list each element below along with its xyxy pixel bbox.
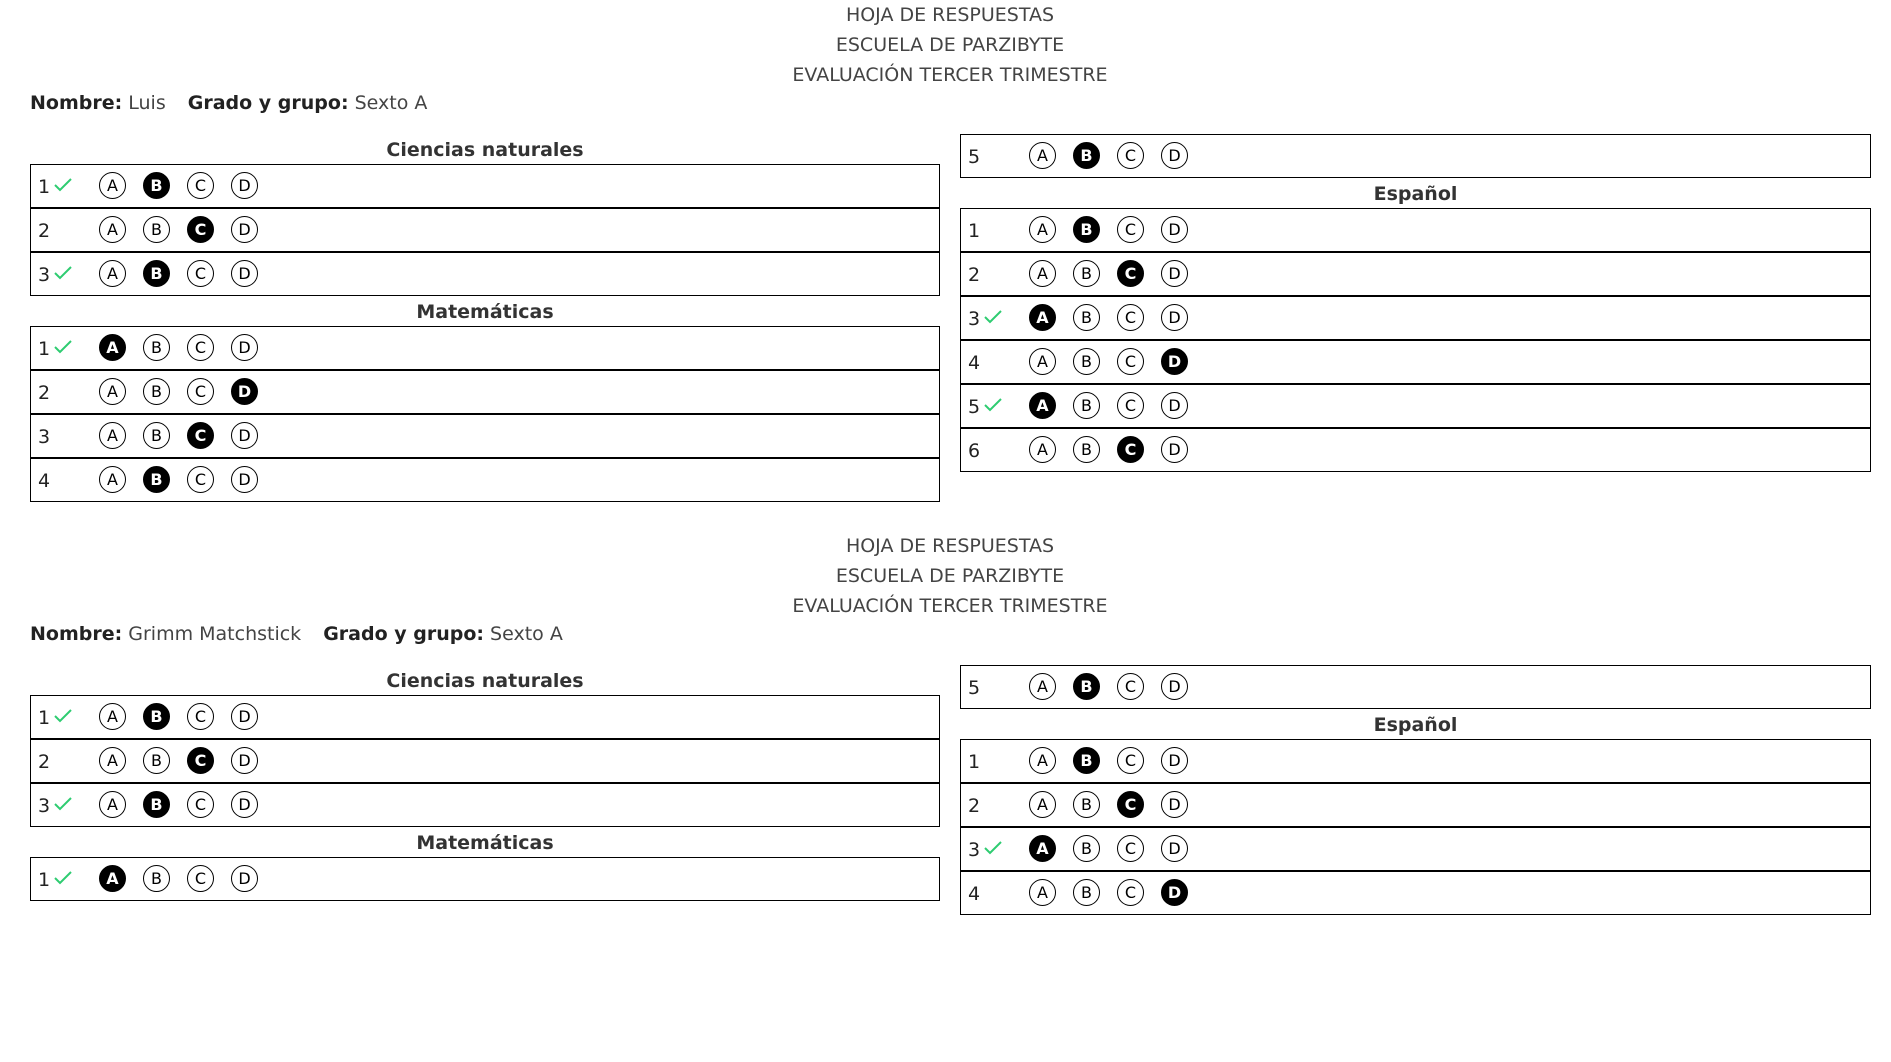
question-number: 5: [968, 677, 981, 699]
answer-bubble-d[interactable]: D: [231, 260, 258, 287]
answer-bubble-a[interactable]: A: [1029, 304, 1056, 331]
name-label: Nombre:: [30, 92, 123, 114]
sheet-header-line: ESCUELA DE PARZIBYTE: [835, 34, 1065, 56]
question-number: 2: [38, 220, 51, 242]
answer-bubbles: [99, 747, 275, 774]
question-row: [960, 739, 1871, 783]
answer-bubbles: [1029, 392, 1205, 419]
answer-bubble-c[interactable]: C: [187, 172, 214, 199]
answer-bubbles: [1029, 835, 1205, 862]
answer-bubble-a[interactable]: A: [1029, 392, 1056, 419]
question-row: [960, 134, 1871, 178]
question-number: 1: [38, 707, 51, 729]
student-group: Sexto A: [490, 623, 563, 645]
question-number: 3: [968, 308, 981, 330]
question-number: 1: [968, 751, 981, 773]
answer-bubbles: [1029, 348, 1205, 375]
sheet-header-line: ESCUELA DE PARZIBYTE: [835, 565, 1065, 587]
subject-title: Matemáticas: [416, 301, 554, 323]
question-number: 3: [38, 795, 51, 817]
answer-bubbles: [1029, 260, 1205, 287]
answer-bubble-c[interactable]: C: [187, 466, 214, 493]
answer-bubbles: [99, 334, 275, 361]
question-row: [960, 827, 1871, 871]
answer-bubble-d[interactable]: D: [231, 216, 258, 243]
answer-bubbles: [99, 791, 275, 818]
answer-bubble-a[interactable]: A: [99, 703, 126, 730]
question-row: [960, 428, 1871, 472]
sheet-header-line: EVALUACIÓN TERCER TRIMESTRE: [792, 595, 1108, 617]
sheet-header-line: EVALUACIÓN TERCER TRIMESTRE: [792, 64, 1108, 86]
question-number: 3: [968, 839, 981, 861]
question-row: [30, 370, 940, 414]
answer-bubble-c[interactable]: C: [1117, 348, 1144, 375]
answer-bubble-b[interactable]: B: [143, 747, 170, 774]
answer-bubble-d[interactable]: D: [1161, 747, 1188, 774]
question-row: [960, 665, 1871, 709]
answer-bubbles: [1029, 791, 1205, 818]
answer-bubble-d[interactable]: D: [231, 791, 258, 818]
question-row: [30, 164, 940, 208]
answer-bubble-a[interactable]: A: [1029, 348, 1056, 375]
answer-bubble-a[interactable]: A: [99, 466, 126, 493]
question-row: [30, 326, 940, 370]
answer-bubble-b[interactable]: B: [1073, 142, 1100, 169]
answer-bubble-b[interactable]: B: [143, 216, 170, 243]
checkmark-icon: [53, 708, 73, 722]
checkmark-icon: [983, 309, 1003, 323]
answer-bubble-b[interactable]: B: [143, 466, 170, 493]
subject-title: Ciencias naturales: [386, 139, 584, 161]
answer-bubble-d[interactable]: D: [1161, 348, 1188, 375]
answer-bubble-a[interactable]: A: [1029, 835, 1056, 862]
answer-bubble-a[interactable]: A: [99, 334, 126, 361]
question-number: 1: [38, 176, 51, 198]
answer-bubbles: [1029, 673, 1205, 700]
answer-bubble-a[interactable]: A: [99, 216, 126, 243]
answer-bubble-b[interactable]: B: [143, 791, 170, 818]
answer-bubble-d[interactable]: D: [231, 172, 258, 199]
checkmark-icon: [983, 397, 1003, 411]
answer-bubble-a[interactable]: A: [99, 378, 126, 405]
answer-bubble-b[interactable]: B: [143, 172, 170, 199]
answer-bubble-d[interactable]: D: [231, 378, 258, 405]
question-row: [960, 871, 1871, 915]
answer-bubbles: [1029, 436, 1205, 463]
student-name: Luis: [128, 92, 166, 114]
sheet-header-line: HOJA DE RESPUESTAS: [845, 535, 1055, 557]
question-number: 3: [38, 264, 51, 286]
answer-bubble-b[interactable]: B: [1073, 436, 1100, 463]
answer-bubble-d[interactable]: D: [1161, 142, 1188, 169]
subject-title: Matemáticas: [416, 832, 554, 854]
answer-bubble-c[interactable]: C: [1117, 216, 1144, 243]
answer-bubble-a[interactable]: A: [99, 172, 126, 199]
answer-bubbles: [99, 865, 275, 892]
checkmark-icon: [53, 265, 73, 279]
answer-bubble-b[interactable]: B: [1073, 747, 1100, 774]
answer-bubble-c[interactable]: C: [1117, 436, 1144, 463]
answer-bubble-b[interactable]: B: [143, 260, 170, 287]
question-row: [960, 208, 1871, 252]
answer-bubbles: [1029, 879, 1205, 906]
group-label: Grado y grupo:: [323, 623, 484, 645]
answer-bubble-c[interactable]: C: [187, 865, 214, 892]
question-number: 1: [968, 220, 981, 242]
answer-bubble-d[interactable]: D: [231, 865, 258, 892]
answer-bubble-d[interactable]: D: [1161, 260, 1188, 287]
answer-bubble-d[interactable]: D: [1161, 304, 1188, 331]
question-number: 2: [968, 264, 981, 286]
answer-bubble-b[interactable]: B: [1073, 835, 1100, 862]
left-column: [30, 134, 940, 502]
answer-bubble-c[interactable]: C: [1117, 260, 1144, 287]
checkmark-icon: [53, 796, 73, 810]
answer-bubble-c[interactable]: C: [1117, 673, 1144, 700]
answer-bubbles: [1029, 142, 1205, 169]
answer-bubble-d[interactable]: D: [231, 466, 258, 493]
question-number: 4: [968, 883, 981, 905]
question-number: 1: [38, 869, 51, 891]
answer-bubble-b[interactable]: B: [1073, 791, 1100, 818]
answer-bubble-d[interactable]: D: [1161, 436, 1188, 463]
answer-bubble-b[interactable]: B: [1073, 216, 1100, 243]
answer-bubble-a[interactable]: A: [1029, 216, 1056, 243]
question-row: [960, 296, 1871, 340]
answer-bubble-d[interactable]: D: [231, 422, 258, 449]
left-column: [30, 665, 940, 901]
answer-bubble-c[interactable]: C: [187, 216, 214, 243]
question-row: [30, 414, 940, 458]
answer-bubble-b[interactable]: B: [1073, 304, 1100, 331]
answer-bubbles: [1029, 747, 1205, 774]
question-number: 3: [38, 426, 51, 448]
answer-bubbles: [1029, 216, 1205, 243]
answer-bubble-c[interactable]: C: [1117, 835, 1144, 862]
answer-bubble-c[interactable]: C: [1117, 392, 1144, 419]
answer-bubble-c[interactable]: C: [1117, 142, 1144, 169]
student-info: [30, 92, 427, 114]
answer-bubble-b[interactable]: B: [1073, 348, 1100, 375]
answer-bubble-b[interactable]: B: [1073, 260, 1100, 287]
answer-bubble-d[interactable]: D: [231, 703, 258, 730]
answer-bubble-a[interactable]: A: [1029, 673, 1056, 700]
question-row: [30, 458, 940, 502]
answer-bubble-a[interactable]: A: [1029, 260, 1056, 287]
answer-bubble-d[interactable]: D: [1161, 673, 1188, 700]
answer-bubble-d[interactable]: D: [1161, 392, 1188, 419]
question-row: [30, 783, 940, 827]
question-number: 2: [38, 751, 51, 773]
answer-bubble-a[interactable]: A: [99, 422, 126, 449]
answer-bubble-a[interactable]: A: [1029, 142, 1056, 169]
question-row: [30, 695, 940, 739]
subject-title: Español: [1373, 714, 1458, 736]
group-label: Grado y grupo:: [187, 92, 349, 114]
question-row: [960, 340, 1871, 384]
answer-bubble-b[interactable]: B: [143, 334, 170, 361]
answer-bubble-c[interactable]: C: [1117, 791, 1144, 818]
answer-bubble-a[interactable]: A: [99, 791, 126, 818]
answer-bubbles: [99, 172, 275, 199]
question-row: [30, 208, 940, 252]
answer-bubble-d[interactable]: D: [1161, 216, 1188, 243]
right-column: [960, 665, 1871, 915]
question-row: [960, 252, 1871, 296]
right-column: [960, 134, 1871, 472]
checkmark-icon: [53, 870, 73, 884]
answer-bubble-c[interactable]: C: [187, 422, 214, 449]
answer-bubble-c[interactable]: C: [1117, 747, 1144, 774]
question-number: 5: [968, 146, 981, 168]
name-label: Nombre:: [30, 623, 123, 645]
answer-bubble-b[interactable]: B: [143, 703, 170, 730]
answer-bubble-b[interactable]: B: [143, 865, 170, 892]
question-row: [30, 252, 940, 296]
answer-bubbles: [99, 466, 275, 493]
student-group: Sexto A: [354, 92, 428, 114]
question-row: [30, 857, 940, 901]
answer-bubble-a[interactable]: A: [1029, 436, 1056, 463]
answer-bubble-d[interactable]: D: [231, 747, 258, 774]
answer-bubble-d[interactable]: D: [1161, 879, 1188, 906]
answer-bubbles: [99, 216, 275, 243]
answer-bubble-a[interactable]: A: [1029, 791, 1056, 818]
checkmark-icon: [983, 840, 1003, 854]
answer-bubble-b[interactable]: B: [143, 378, 170, 405]
question-number: 2: [968, 795, 981, 817]
answer-bubbles: [99, 422, 275, 449]
question-row: [960, 783, 1871, 827]
answer-bubble-d[interactable]: D: [231, 334, 258, 361]
question-row: [960, 384, 1871, 428]
answer-bubble-a[interactable]: A: [99, 747, 126, 774]
answer-bubbles: [99, 703, 275, 730]
question-number: 2: [38, 382, 51, 404]
answer-bubbles: [1029, 304, 1205, 331]
student-info: [30, 623, 563, 645]
checkmark-icon: [53, 177, 73, 191]
answer-bubble-c[interactable]: C: [187, 747, 214, 774]
answer-bubble-a[interactable]: A: [1029, 747, 1056, 774]
answer-bubble-c[interactable]: C: [187, 703, 214, 730]
answer-bubble-c[interactable]: C: [187, 334, 214, 361]
answer-sheet: [0, 531, 1891, 1062]
answer-bubble-c[interactable]: C: [187, 260, 214, 287]
answer-bubbles: [99, 260, 275, 287]
student-name: Grimm Matchstick: [128, 623, 302, 645]
answer-bubbles: [99, 378, 275, 405]
question-number: 1: [38, 338, 51, 360]
answer-bubble-c[interactable]: C: [1117, 879, 1144, 906]
answer-bubble-a[interactable]: A: [99, 260, 126, 287]
answer-bubble-a[interactable]: A: [99, 865, 126, 892]
answer-bubble-b[interactable]: B: [1073, 392, 1100, 419]
answer-bubble-b[interactable]: B: [1073, 673, 1100, 700]
question-number: 4: [968, 352, 981, 374]
answer-bubble-c[interactable]: C: [1117, 304, 1144, 331]
answer-bubble-d[interactable]: D: [1161, 791, 1188, 818]
question-row: [30, 739, 940, 783]
question-number: 4: [38, 470, 51, 492]
answer-bubble-a[interactable]: A: [1029, 879, 1056, 906]
sheet-header-line: HOJA DE RESPUESTAS: [845, 4, 1055, 26]
checkmark-icon: [53, 339, 73, 353]
answer-bubble-c[interactable]: C: [187, 791, 214, 818]
subject-title: Ciencias naturales: [386, 670, 584, 692]
answer-bubble-c[interactable]: C: [187, 378, 214, 405]
question-number: 5: [968, 396, 981, 418]
answer-bubble-b[interactable]: B: [1073, 879, 1100, 906]
question-number: 6: [968, 440, 981, 462]
answer-bubble-d[interactable]: D: [1161, 835, 1188, 862]
answer-bubble-b[interactable]: B: [143, 422, 170, 449]
subject-title: Español: [1373, 183, 1458, 205]
